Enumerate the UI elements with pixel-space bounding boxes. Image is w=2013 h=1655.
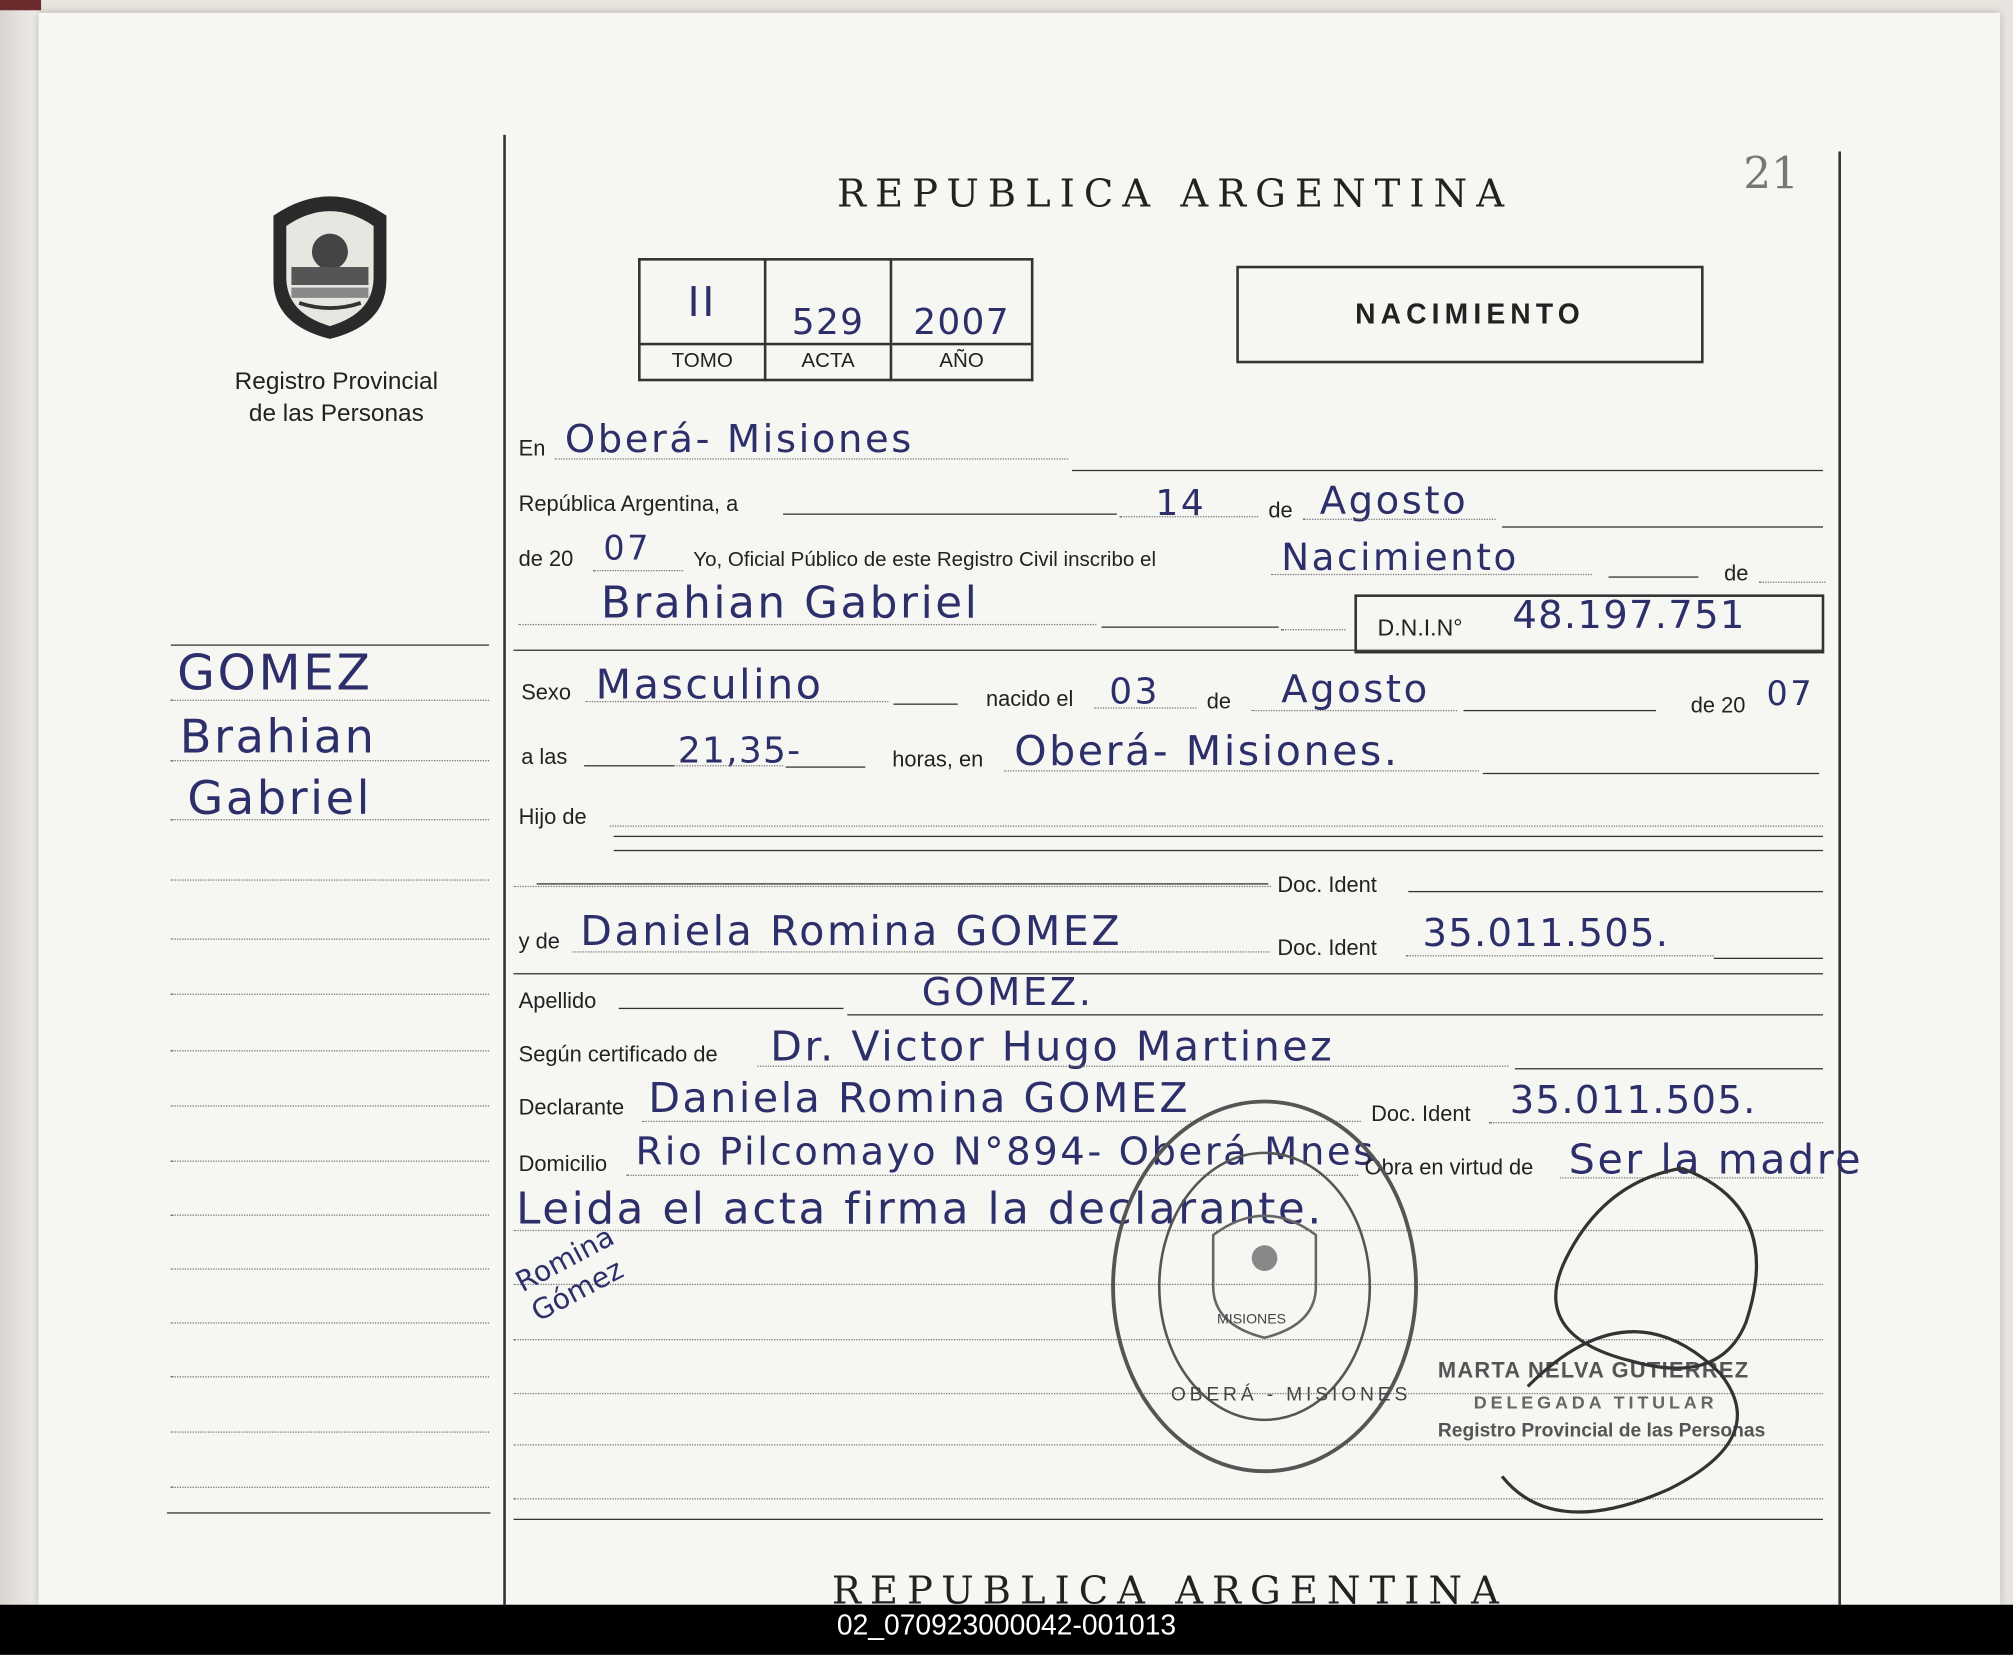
domicilio-label: Domicilio — [518, 1151, 608, 1176]
next-page-title: REPUBLICA ARGENTINA — [831, 1568, 1508, 1605]
apellido-label: Apellido — [518, 988, 597, 1013]
apellido-value: GOMEZ. — [921, 970, 1094, 1016]
sexo-value: Masculino — [595, 659, 824, 709]
de-label: de — [1268, 498, 1293, 523]
registry-name-line2: de las Personas — [248, 400, 424, 428]
declarante-signature: Romina Gómez — [510, 1221, 630, 1329]
acta-value: 529 — [791, 300, 865, 343]
doc-ident-label-declarante: Doc. Ident — [1371, 1101, 1471, 1126]
de20-label-2: de 20 — [1690, 693, 1746, 718]
segun-label: Según certificado de — [518, 1042, 718, 1067]
registry-name-line1: Registro Provincial — [234, 368, 439, 396]
officer-title: DELEGADA TITULAR — [1473, 1391, 1718, 1413]
mother-name: Daniela Romina GOMEZ — [580, 906, 1123, 956]
margin-second-name: Gabriel — [187, 772, 373, 826]
acta-label: ACTA — [765, 344, 891, 380]
a-las-label: a las — [521, 744, 568, 769]
de20-label: de 20 — [518, 546, 574, 572]
ano-value: 2007 — [913, 300, 1010, 343]
birth-place: Oberá- Misiones. — [1014, 726, 1400, 776]
horas-label: horas, en — [892, 747, 984, 772]
record-type: NACIMIENTO — [1355, 297, 1585, 330]
official-stamp — [1104, 1094, 1425, 1479]
record-type-box — [1236, 266, 1703, 364]
dni-value: 48.197.751 — [1512, 593, 1746, 639]
ano-label: AÑO — [891, 344, 1032, 380]
file-id: 02_070923000042-001013 — [836, 1608, 1177, 1641]
stamp-bottom-text: OBERÁ - MISIONES — [1170, 1383, 1412, 1406]
sexo-label: Sexo — [521, 680, 571, 705]
stamp-seal-text: MISIONES — [1217, 1312, 1287, 1328]
declarante-value: Daniela Romina GOMEZ — [648, 1073, 1191, 1123]
dni-label: D.N.I.N° — [1377, 614, 1463, 641]
birth-year: 07 — [1766, 675, 1815, 714]
oficial-text: Yo, Oficial Público de este Registro Civil inscribo el — [693, 549, 1157, 572]
en-label: En — [518, 436, 546, 461]
tomo-label: TOMO — [639, 344, 765, 380]
country-title: REPUBLICA ARGENTINA — [837, 172, 1514, 217]
republica-label: República Argentina, a — [518, 491, 739, 517]
year-value: 07 — [603, 530, 652, 569]
child-name: Brahian Gabriel — [600, 577, 980, 630]
birth-day: 03 — [1109, 670, 1161, 713]
officer-name: MARTA NELVA GUTIERREZ — [1437, 1358, 1750, 1383]
note-value: Leida el acta firma la declarante. — [516, 1183, 1324, 1236]
hijo-label: Hijo de — [518, 804, 587, 830]
y-de-label: y de — [518, 929, 560, 954]
record-id-table — [638, 258, 1033, 381]
page-number: 21 — [1743, 148, 1799, 201]
book-spine — [0, 0, 39, 1605]
officer-office: Registro Provincial de las Personas — [1437, 1419, 1766, 1442]
de-label-3: de — [1206, 689, 1232, 714]
hour-value: 21,35- — [677, 729, 802, 772]
day-value: 14 — [1155, 481, 1207, 524]
margin-surname: GOMEZ — [177, 644, 373, 701]
misiones-coat-of-arms-logo — [261, 190, 400, 341]
inscribo-value: Nacimiento — [1281, 535, 1519, 579]
margin-first-name: Brahian — [179, 711, 377, 764]
column-divider — [503, 135, 506, 1605]
birth-month: Agosto — [1281, 667, 1430, 713]
tomo-value: II — [687, 277, 717, 327]
doc-ident-label-father: Doc. Ident — [1277, 872, 1377, 898]
doctor-value: Dr. Victor Hugo Martinez — [770, 1021, 1335, 1071]
book-cover-edge — [0, 0, 41, 10]
month-value: Agosto — [1319, 478, 1469, 524]
declarante-doc: 35.011.505. — [1509, 1078, 1757, 1124]
domicilio-value: Rio Pilcomayo N°894- Oberá Mnes — [635, 1129, 1376, 1175]
obra-label: Obra en virtud de — [1364, 1155, 1534, 1180]
right-border — [1838, 151, 1841, 1604]
file-id-bar — [0, 1605, 2013, 1655]
obra-value: Ser la madre — [1568, 1134, 1864, 1184]
doc-ident-label-mother: Doc. Ident — [1277, 935, 1377, 961]
nacido-label: nacido el — [985, 686, 1074, 712]
declarante-label: Declarante — [518, 1095, 625, 1120]
mother-doc: 35.011.505. — [1422, 911, 1670, 957]
officer-signature — [1473, 1155, 1784, 1540]
en-value: Oberá- Misiones — [564, 417, 914, 463]
de-label-2: de — [1724, 561, 1749, 586]
